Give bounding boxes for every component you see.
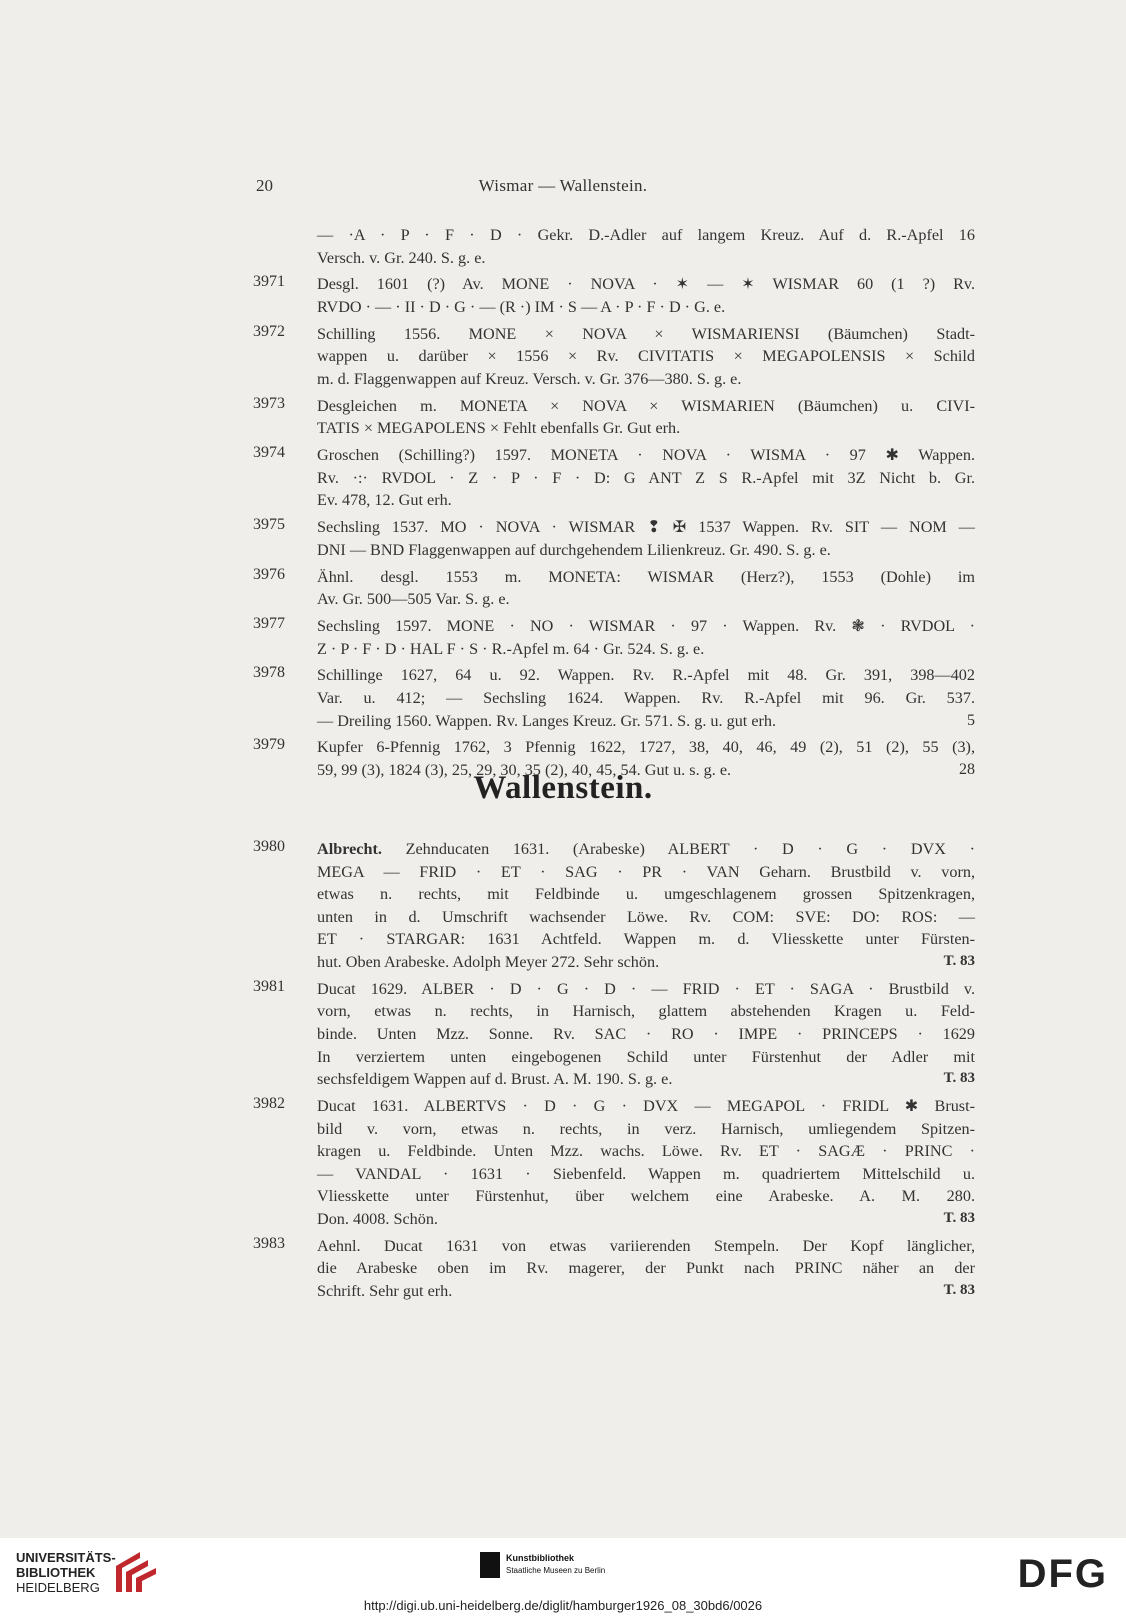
lot-number: 3981 (253, 977, 285, 995)
lot-number: 3973 (253, 394, 285, 412)
entry-text-line: bild v. vorn, etwas n. rechts, in verz. Harnisch, umliegendem Spitzen- (317, 1119, 975, 1138)
price: T. 83 (943, 1281, 975, 1298)
entry-text-line: DNI — BND Flaggenwappen auf durchgehendem Lilienkreuz. Gr. 490. S. g. e. (317, 540, 831, 559)
entry-text-line: 59, 99 (3), 1824 (3), 25, 29, 30, 35 (2), 40, 45, 54. Gut u. s. g. e. (317, 760, 732, 779)
entry-text-line: Var. u. 412; — Sechsling 1624. Wappen. Rv. R.-Apfel mit 96. Gr. 537. (317, 688, 975, 707)
price: 28 (959, 760, 975, 778)
entry-text-line: Z · P · F · D · HAL F · S · R.-Apfel m. 64 · Gr. 524. S. g. e. (317, 639, 705, 658)
entry-text-line: die Arabeske oben im Rv. magerer, der Punkt nach PRINC näher an der (317, 1259, 975, 1278)
lot-number: 3975 (253, 516, 285, 534)
entry-text-line: Vliesskette unter Fürstenhut, über welchem eine Arabeske. A. M. 280. (317, 1187, 975, 1206)
lot-number: 3980 (253, 838, 285, 855)
entry-lead-name: Albrecht. (317, 840, 382, 858)
price: 5 (967, 711, 975, 729)
lot-number: 3974 (253, 444, 285, 462)
university-library-logo[interactable]: UNIVERSITÄTS- BIBLIOTHEK HEIDELBERG (16, 1550, 116, 1595)
entry-text-line: Sechsling 1597. MONE · NO · WISMAR · 97 · Wappen. Rv. ❃ · RVDOL · (317, 617, 975, 635)
entry-text-line: Ducat 1631. ALBERTVS · D · G · DVX — MEGAPOL · FRIDL ✱ Brust- (317, 1097, 975, 1115)
entry-text-line: Kupfer 6-Pfennig 1762, 3 Pfennig 1622, 1727, 38, 40, 46, 49 (2), 51 (2), 55 (3), (317, 738, 975, 757)
entry-text-line: Don. 4008. Schön. (317, 1210, 438, 1228)
lot-number: 3978 (253, 664, 285, 682)
entry-text-line: kragen u. Feldbinde. Unten Mzz. wachs. Löwe. Rv. ET · SAGÆ · PRINC · (317, 1142, 975, 1161)
dfg-logo[interactable]: DFG (1017, 1552, 1108, 1596)
entry-text-line: Ducat 1629. ALBER · D · G · D · — FRID · ET · SAGA · Brustbild v. (317, 979, 975, 998)
entry-text-line: In verziertem unten eingebogenen Schild unter Fürstenhut der Adler mit (317, 1047, 975, 1066)
entry-text-line: TATIS × MEGAPOLENS × Fehlt ebenfalls Gr. Gut erh. (317, 419, 681, 438)
lot-number: 3983 (253, 1234, 285, 1252)
entry-text-line: Albrecht. Zehnducaten 1631. (Arabeske) ALBERT · D · G · DVX · (317, 840, 975, 858)
page-header (0, 176, 1126, 202)
entry-text-line: — ·A · P · F · D · Gekr. D.-Adler auf langem Kreuz. Auf d. R.-Apfel 16 (317, 226, 975, 244)
entry-text-line: Schilling 1556. MONE × NOVA × WISMARIENSI (Bäumchen) Stadt- (317, 324, 975, 343)
entry-text-line: RVDO · — · II · D · G · — (R ·) IM · S — A · P · F · D · G. e. (317, 297, 726, 316)
lot-number: 3976 (253, 565, 285, 583)
kunstbibliothek-logo-icon (480, 1552, 500, 1578)
entry-text-line: Versch. v. Gr. 240. S. g. e. (317, 248, 486, 267)
lot-number: 3979 (253, 736, 285, 754)
entry-text-line: hut. Oben Arabeske. Adolph Meyer 272. Sehr schön. (317, 953, 660, 971)
entry-text-line: wappen u. darüber × 1556 × Rv. CIVITATIS × MEGAPOLENSIS × Schild (317, 347, 975, 366)
lot-number: 3982 (253, 1095, 285, 1112)
entry-text-line: Ev. 478, 12. Gut erh. (317, 491, 452, 510)
entry-text-line: vorn, etwas n. rechts, in Harnisch, glattem abstehenden Kragen u. Feld- (317, 1002, 975, 1021)
price: T. 83 (943, 953, 975, 969)
lot-number: 3971 (253, 273, 285, 291)
entry-text-line: ET · STARGAR: 1631 Achtfeld. Wappen m. d. Vliesskette unter Fürsten- (317, 930, 975, 949)
entry-text-line: Desgleichen m. MONETA × NOVA × WISMARIEN (Bäumchen) u. CIVI- (317, 396, 975, 415)
lot-number: 3972 (253, 322, 285, 340)
permalink-url[interactable]: http://digi.ub.uni-heidelberg.de/diglit/hamburger1926_08_30bd6/0026 (363, 1598, 763, 1613)
entry-text-line: Sechsling 1537. MO · NOVA · WISMAR ❢ ✠ 1537 Wappen. Rv. SIT — NOM — (317, 518, 975, 537)
entry-text-line: Aehnl. Ducat 1631 von etwas variierenden Stempeln. Der Kopf länglicher, (317, 1236, 975, 1255)
entry-text-line: unten in d. Umschrift wachsender Löwe. Rv. COM: SVE: DO: ROS: — (317, 907, 975, 926)
section-title: Wallenstein. (473, 770, 653, 806)
price: T. 83 (943, 1210, 975, 1226)
entry-text-line: — Dreiling 1560. Wappen. Rv. Langes Kreuz. Gr. 571. S. g. u. gut erh. (317, 711, 777, 730)
entry-text-line: — VANDAL · 1631 · Siebenfeld. Wappen m. quadriertem Mittelschild u. (317, 1164, 975, 1183)
entry-text-line: sechsfeldigem Wappen auf d. Brust. A. M. 190. S. g. e. (317, 1070, 673, 1089)
entry-text-line: Schillinge 1627, 64 u. 92. Wappen. Rv. R.-Apfel mit 48. Gr. 391, 398—402 (317, 666, 975, 685)
entry-text-line: Schrift. Sehr gut erh. (317, 1281, 453, 1300)
entry-text-line: Groschen (Schilling?) 1597. MONETA · NOVA · WISMA · 97 ✱ Wappen. (317, 446, 975, 465)
running-title: Wismar — Wallenstein. (478, 176, 648, 195)
entry-text-line: m. d. Flaggenwappen auf Kreuz. Versch. v. Gr. 376—380. S. g. e. (317, 369, 742, 388)
kunstbibliothek-label[interactable]: Kunstbibliothek Staatliche Museen zu Berlin (506, 1553, 606, 1575)
entry-text-line: etwas n. rechts, mit Feldbinde u. umgeschlagenem grossen Spitzenkragen, (317, 885, 975, 904)
entry-text-line: Rv. ·:· RVDOL · Z · P · F · D: G ANT Z S R.-Apfel mit 3Z Nicht b. Gr. (317, 468, 975, 487)
entry-text-line: binde. Unten Mzz. Sonne. Rv. SAC · RO · IMPE · PRINCEPS · 1629 (317, 1024, 975, 1043)
library-emblem-icon (110, 1546, 160, 1598)
entry-text-line: Av. Gr. 500—505 Var. S. g. e. (317, 590, 510, 609)
page-number: 20 (256, 176, 273, 195)
entry-text-line: Ähnl. desgl. 1553 m. MONETA: WISMAR (Herz?), 1553 (Dohle) im (317, 567, 975, 586)
price: T. 83 (943, 1070, 975, 1087)
entry-text-line: Desgl. 1601 (?) Av. MONE · NOVA · ✶ — ✶ WISMAR 60 (1 ?) Rv. (317, 275, 975, 294)
entry-text-line: MEGA — FRID · ET · SAG · PR · VAN Geharn. Brustbild v. vorn, (317, 862, 975, 881)
lot-number: 3977 (253, 615, 285, 632)
footer-bar (0, 1538, 1126, 1620)
